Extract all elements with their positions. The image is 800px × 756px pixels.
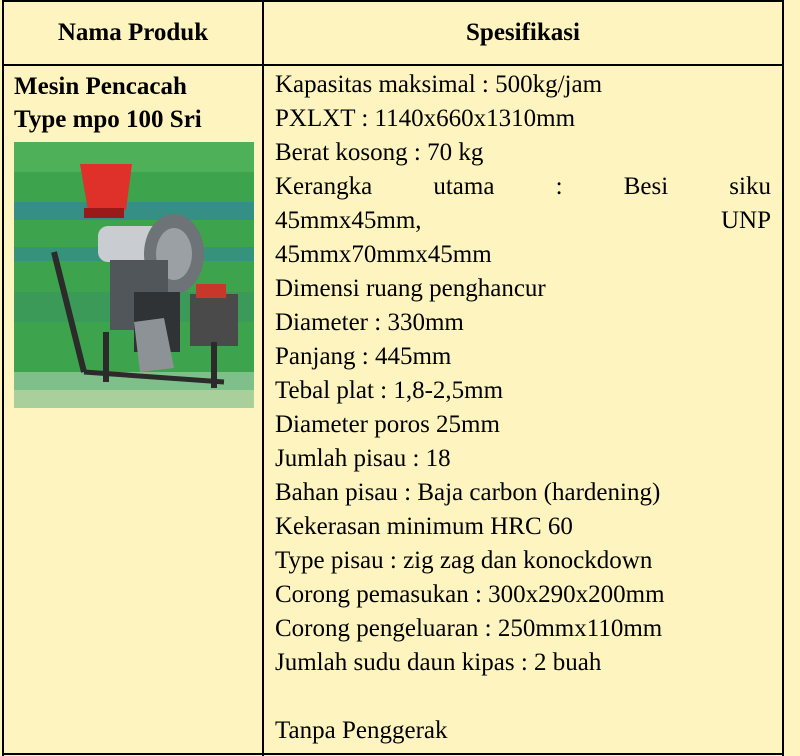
spec-knife-type: Type pisau : zig zag dan konockdown <box>275 547 653 574</box>
spec-frame-line2 <box>275 204 771 238</box>
spec-frame-size: 45mmx45mm, <box>275 207 422 234</box>
spec-length: Panjang : 445mm <box>275 343 452 370</box>
spec-frame-word: Besi <box>623 173 669 200</box>
product-name <box>14 70 254 136</box>
specification-list <box>275 68 771 748</box>
spec-frame-word: : <box>555 173 563 200</box>
table-left-border <box>2 0 4 756</box>
spec-hardness: Kekerasan minimum HRC 60 <box>275 513 573 540</box>
spec-blank-line <box>275 680 771 714</box>
table-top-border <box>2 0 784 2</box>
table-right-border <box>782 0 784 756</box>
header-product-name: Nama Produk <box>57 19 209 46</box>
spec-frame-line3: 45mmx70mmx45mm <box>275 241 492 268</box>
spec-plate: Tebal plat : 1,8-2,5mm <box>275 377 504 404</box>
header-specification: Spesifikasi <box>466 19 580 46</box>
table-bottom-border <box>2 753 784 755</box>
spec-weight: Berat kosong : 70 kg <box>275 139 484 166</box>
spec-drive: Tanpa Penggerak <box>275 717 448 744</box>
spec-frame-word: Kerangka <box>275 173 373 200</box>
table-column-divider <box>262 0 264 756</box>
product-name-line2: Type mpo 100 Sri <box>14 106 202 133</box>
machine-photo-icon <box>14 142 254 408</box>
spec-chamber: Dimensi ruang penghancur <box>275 275 546 302</box>
spec-diameter: Diameter : 330mm <box>275 309 464 336</box>
header-bottom-border <box>2 64 784 66</box>
spec-capacity: Kapasitas maksimal : 500kg/jam <box>275 71 603 98</box>
spec-shaft: Diameter poros 25mm <box>275 411 500 438</box>
spec-frame-line1 <box>275 170 771 204</box>
spec-knife-count: Jumlah pisau : 18 <box>275 445 451 472</box>
spec-fan-blades: Jumlah sudu daun kipas : 2 buah <box>275 649 602 676</box>
product-name-line1: Mesin Pencacah <box>14 73 187 100</box>
spec-frame-word: utama <box>433 173 495 200</box>
spec-inlet: Corong pemasukan : 300x290x200mm <box>275 581 665 608</box>
spec-dimensions: PXLXT : 1140x660x1310mm <box>275 105 576 132</box>
spec-frame-word: siku <box>729 173 771 200</box>
spec-frame-unp: UNP <box>720 207 771 234</box>
spec-outlet: Corong pengeluaran : 250mmx110mm <box>275 615 663 642</box>
spec-knife-material: Bahan pisau : Baja carbon (hardening) <box>275 479 661 506</box>
